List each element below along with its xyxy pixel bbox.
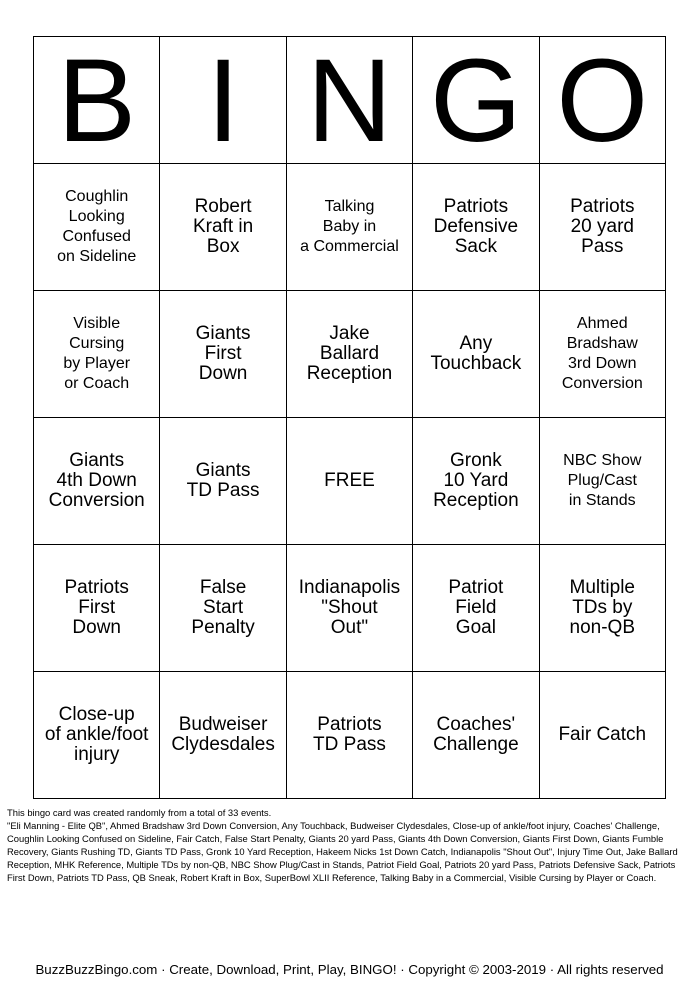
bingo-cell: NBC Show Plug/Cast in Stands (539, 418, 665, 545)
bingo-cell: False Start Penalty (160, 545, 286, 672)
info-event-list: "Eli Manning - Elite QB", Ahmed Bradshaw 3rd Down Conversion, Any Touchback, Budweiser Clydesdales, Close-up of ankle/foot injury, Coaches' Challenge, Coughlin Looking Confused on Sideline, Fair Catch, False Start Penalty, Giants 20 yard Pass, Giants 4th Down Conversion, Giants First Down, Giants Fumble Recovery, Giants Rushing TD, Giants TD Pass, Gronk 10 Yard Reception, Hakeem Nicks 1st Down Catch, Indianapolis "Shout Out", Injury Time Out, Jake Ballard Reception, MHK Reference, Multiple TDs by non-QB, NBC Show Plug/Cast in Stands, Patriot Field Goal, Patriots 20 yard Pass, Patriots Defensive Sack, Patriots First Down, Patriots TD Pass, QB Sneak, Robert Kraft in Box, SuperBowl XLII Reference, Talking Baby in a Commercial, Visible Cursing by Player or Coach. (7, 820, 678, 883)
bingo-cell: Patriots First Down (34, 545, 160, 672)
header-cell-g (413, 37, 539, 164)
header-letter: I (206, 36, 240, 164)
header-cell-b (34, 37, 160, 164)
header-letter: G (429, 36, 522, 164)
bingo-header-row (34, 37, 666, 164)
bingo-cell: Indianapolis "Shout Out" (286, 545, 412, 672)
header-letter: B (57, 36, 137, 164)
header-letter: N (306, 36, 393, 164)
bingo-cell: Coughlin Looking Confused on Sideline (34, 164, 160, 291)
header-letter: O (556, 36, 649, 164)
info-summary: This bingo card was created randomly from a total of 33 events. (7, 807, 272, 818)
bingo-row (34, 164, 666, 291)
bingo-cell: Talking Baby in a Commercial (286, 164, 412, 291)
bingo-cell: Multiple TDs by non-QB (539, 545, 665, 672)
header-cell-n (286, 37, 412, 164)
free-cell: FREE (286, 418, 412, 545)
bingo-cell: Patriots 20 yard Pass (539, 164, 665, 291)
header-cell-o (539, 37, 665, 164)
bingo-cell: Patriot Field Goal (413, 545, 539, 672)
bingo-cell: Giants TD Pass (160, 418, 286, 545)
bingo-cell: Giants 4th Down Conversion (34, 418, 160, 545)
bingo-cell: Fair Catch (539, 672, 665, 799)
bingo-cell: Gronk 10 Yard Reception (413, 418, 539, 545)
bingo-cell: Robert Kraft in Box (160, 164, 286, 291)
bingo-row (34, 545, 666, 672)
bingo-cell: Visible Cursing by Player or Coach (34, 291, 160, 418)
bingo-row (34, 672, 666, 799)
bingo-cell: Close-up of ankle/foot injury (34, 672, 160, 799)
bingo-cell: Giants First Down (160, 291, 286, 418)
bingo-cell: Any Touchback (413, 291, 539, 418)
bingo-cell: Patriots Defensive Sack (413, 164, 539, 291)
bingo-cell: Jake Ballard Reception (286, 291, 412, 418)
bingo-cell: Coaches' Challenge (413, 672, 539, 799)
bingo-cell: Ahmed Bradshaw 3rd Down Conversion (539, 291, 665, 418)
bingo-row (34, 418, 666, 545)
card-info (7, 806, 691, 884)
bingo-card (33, 36, 666, 799)
header-cell-i (160, 37, 286, 164)
bingo-cell: Patriots TD Pass (286, 672, 412, 799)
bingo-cell: Budweiser Clydesdales (160, 672, 286, 799)
bingo-row (34, 291, 666, 418)
page-footer: BuzzBuzzBingo.com · Create, Download, Print, Play, BINGO! · Copyright © 2003-2019 · All rights reserved (35, 962, 664, 977)
